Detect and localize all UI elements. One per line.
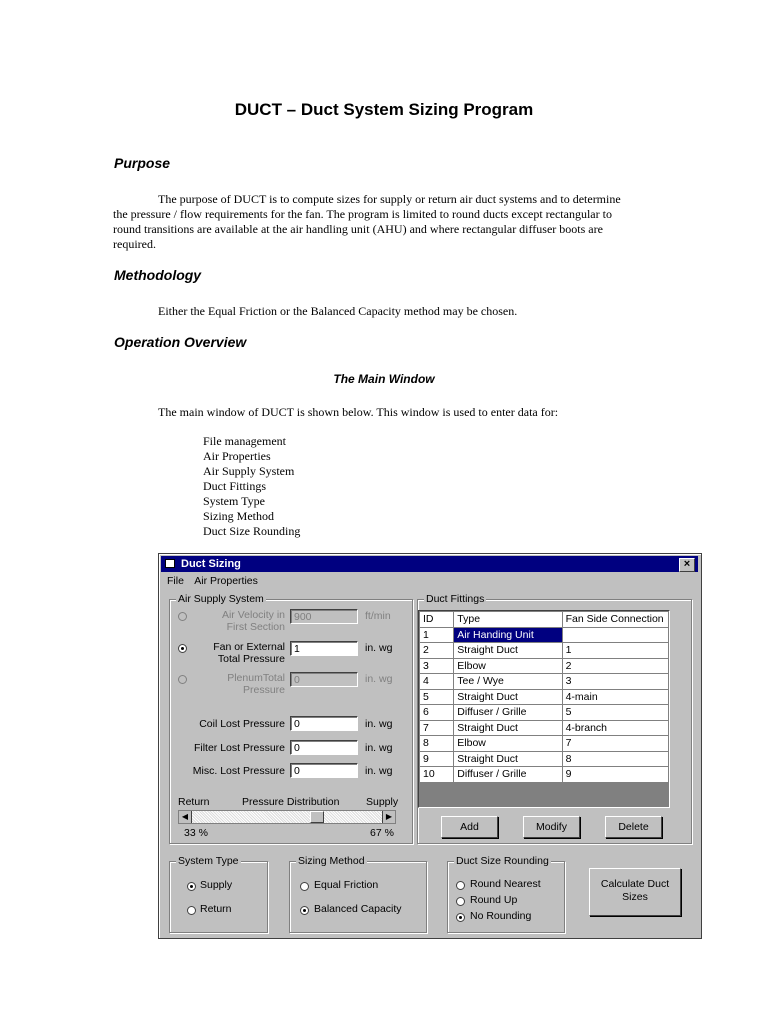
table-row[interactable] [420,674,669,690]
system-type-label: System Type [178,855,239,867]
misc-unit: in. wg [365,765,393,777]
supply-radio[interactable] [187,882,196,891]
methodology-paragraph [113,304,643,319]
misc-label: Misc. Lost Pressure [192,765,285,777]
calculate-line2: Sizes [622,891,648,903]
type-cell: Tee / Wye [454,674,562,690]
duct-fittings-group [417,593,692,844]
fan-pressure-field[interactable]: 1 [290,641,358,656]
balanced-capacity-radio[interactable] [300,906,309,915]
return-percent-symbol: % [198,827,208,839]
table-header-row [420,612,669,628]
return-percent-value: 33 [184,827,196,839]
app-icon [165,559,175,568]
purpose-line-4: required. [113,237,156,251]
connection-cell: 8 [562,751,668,767]
id-cell: 5 [420,689,454,705]
type-cell: Diffuser / Grille [454,705,562,721]
plenum-field[interactable]: 0 [290,672,358,687]
filter-label: Filter Lost Pressure [193,742,285,754]
fan-label-line1: Fan or External [213,641,285,653]
equal-friction-radio[interactable] [300,882,309,891]
menu-file[interactable]: File [167,575,184,587]
type-cell: Straight Duct [454,689,562,705]
type-cell: Elbow [454,658,562,674]
scroll-right-arrow[interactable]: ▶ [382,811,395,823]
window-titlebar [161,556,698,572]
coil-unit: in. wg [365,718,393,730]
round-up-label: Round Up [470,894,518,906]
filter-unit: in. wg [365,742,393,754]
list-item: Sizing Method [203,509,274,523]
connection-cell: 1 [562,643,668,659]
supply-radio-label: Supply [200,879,233,891]
column-header[interactable]: ID [420,612,454,628]
duct-sizing-window [158,553,702,939]
document-title: DUCT – Duct System Sizing Program [234,100,534,119]
list-item: Duct Fittings [203,479,267,493]
purpose-line-1: The purpose of DUCT is to compute sizes for supply or return air duct systems and to determine [158,192,621,206]
connection-cell: 9 [562,767,668,783]
no-rounding-label: No Rounding [470,910,532,922]
main-window-text: The main window of DUCT is shown below. This window is used to enter data for: [158,405,559,419]
fan-label-line2: Total Pressure [217,653,285,665]
system-type-group [169,855,268,933]
id-cell: 2 [420,643,454,659]
table-row[interactable] [420,643,669,659]
data-entry-list [203,434,300,539]
column-header[interactable]: Fan Side Connection [562,612,668,628]
window-title: Duct Sizing [181,558,241,570]
air-supply-group [169,593,413,844]
table-row[interactable] [420,705,669,721]
type-cell: Elbow [454,736,562,752]
fan-pressure-label [190,641,285,665]
id-cell: 9 [420,751,454,767]
air-supply-label: Air Supply System [178,593,264,605]
table-row[interactable] [420,751,669,767]
main-window-paragraph [113,405,643,420]
connection-cell: 2 [562,658,668,674]
velocity-label-line2: First Section [226,621,285,633]
add-button[interactable]: Add [441,816,498,838]
sizing-method-label: Sizing Method [298,855,365,867]
calculate-line1: Calculate Duct [600,878,670,890]
type-cell: Air Handing Unit [454,627,562,643]
sizing-method-group [289,855,427,933]
list-item: Duct Size Rounding [203,524,301,538]
id-cell: 7 [420,720,454,736]
connection-cell: 5 [562,705,668,721]
table-row[interactable] [420,689,669,705]
coil-label: Coil Lost Pressure [199,718,285,730]
id-cell: 4 [420,674,454,690]
pressure-distribution-label: Pressure Distribution [242,796,340,808]
fan-pressure-unit: in. wg [365,642,393,654]
supply-percent-symbol: % [384,827,394,839]
table-row[interactable] [420,767,669,783]
type-cell: Straight Duct [454,643,562,659]
id-cell: 1 [420,627,454,643]
velocity-field[interactable]: 900 [290,609,358,624]
methodology-text: Either the Equal Friction or the Balanced Capacity method may be chosen. [158,304,518,318]
plenum-unit: in. wg [365,673,393,685]
equal-friction-label: Equal Friction [314,879,379,891]
id-cell: 6 [420,705,454,721]
type-cell: Straight Duct [454,751,562,767]
plenum-label-line2: Pressure [242,684,285,696]
connection-cell: 7 [562,736,668,752]
pressure-distribution-slider[interactable] [178,810,396,824]
duct-size-rounding-group [447,855,565,933]
calculate-duct-sizes-button[interactable] [589,868,681,916]
duct-size-rounding-label: Duct Size Rounding [456,855,549,867]
table-row[interactable] [420,658,669,674]
supply-percent [370,827,394,839]
list-item: System Type [203,494,265,508]
purpose-line-3: round transitions are available at the air handling unit (AHU) and where rectangular diffuser boots are [113,222,603,236]
id-cell: 8 [420,736,454,752]
round-nearest-radio[interactable] [456,881,465,890]
table-row[interactable] [420,627,669,643]
table-row[interactable] [420,736,669,752]
menu-bar [167,575,266,587]
supply-label: Supply [366,796,399,808]
misc-field[interactable]: 0 [290,763,358,778]
supply-percent-value: 67 [370,827,382,839]
velocity-label [190,609,285,633]
round-up-radio[interactable] [456,897,465,906]
plenum-label-line1: PlenumTotal [227,672,285,684]
return-radio-label: Return [200,903,232,915]
table-row[interactable] [420,720,669,736]
overview-heading: Operation Overview [114,334,247,350]
delete-button[interactable]: Delete [605,816,662,838]
menu-air-properties[interactable]: Air Properties [194,575,258,587]
id-cell: 10 [420,767,454,783]
list-item: Air Properties [203,449,271,463]
type-cell: Diffuser / Grille [454,767,562,783]
methodology-heading: Methodology [114,267,202,283]
no-rounding-radio[interactable] [456,913,465,922]
purpose-paragraph [113,192,643,252]
close-button[interactable]: × [679,558,695,572]
coil-field[interactable]: 0 [290,716,358,731]
plenum-label [190,672,285,696]
filter-field[interactable]: 0 [290,740,358,755]
return-label: Return [178,796,210,808]
scroll-left-arrow[interactable]: ◀ [179,811,192,823]
balanced-capacity-label: Balanced Capacity [314,903,402,915]
slider-thumb[interactable] [310,811,324,823]
list-item: Air Supply System [203,464,295,478]
velocity-unit: ft/min [365,610,391,622]
purpose-line-2: the pressure / flow requirements for the fan. The program is limited to round ducts except rectangular to [113,207,612,221]
connection-cell [562,627,668,643]
fittings-table [419,611,669,783]
fan-pressure-radio[interactable] [178,644,187,653]
modify-button[interactable]: Modify [523,816,580,838]
fittings-grid [418,610,670,808]
connection-cell: 3 [562,674,668,690]
main-window-heading: The Main Window [333,372,435,386]
connection-cell: 4-branch [562,720,668,736]
list-item: File management [203,434,286,448]
plenum-radio[interactable] [178,675,187,684]
velocity-label-line1: Air Velocity in [221,609,285,621]
type-cell: Straight Duct [454,720,562,736]
id-cell: 3 [420,658,454,674]
duct-fittings-label: Duct Fittings [426,593,485,605]
connection-cell: 4-main [562,689,668,705]
return-radio[interactable] [187,906,196,915]
column-header[interactable]: Type [454,612,562,628]
purpose-heading: Purpose [114,155,171,171]
return-percent [184,827,208,839]
velocity-radio[interactable] [178,612,187,621]
round-nearest-label: Round Nearest [470,878,541,890]
